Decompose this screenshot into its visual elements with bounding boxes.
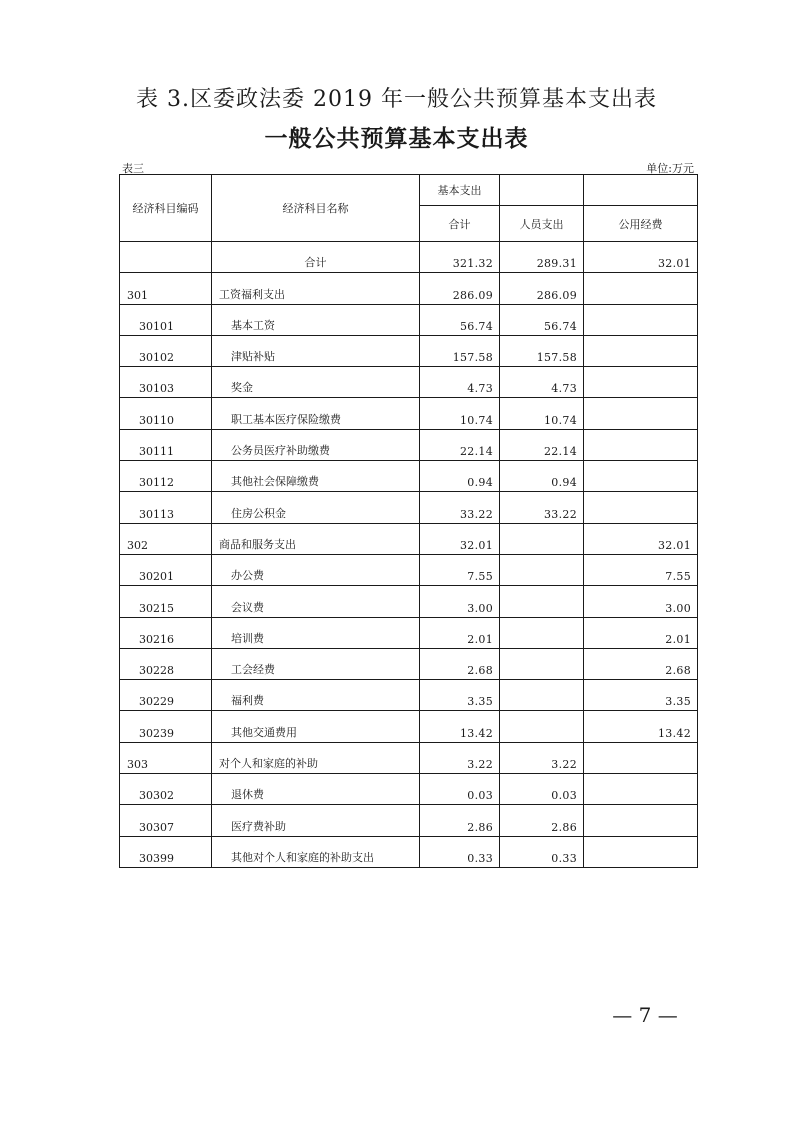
cell-code: 30112 [120,461,212,492]
table-row [120,273,698,304]
cell-code: 30111 [120,429,212,460]
cell-personnel: 2.86 [500,805,584,836]
cell-name: 工资福利支出 [212,273,420,304]
header-blank-2 [584,175,698,206]
cell-name: 对个人和家庭的补助 [212,742,420,773]
cell-public: 3.35 [584,680,698,711]
cell-total: 22.14 [420,429,500,460]
header-code: 经济科目编码 [120,175,212,242]
cell-personnel [500,617,584,648]
table-row [120,680,698,711]
cell-public [584,742,698,773]
cell-personnel [500,648,584,679]
cell-public [584,304,698,335]
cell-name: 办公费 [212,554,420,585]
cell-public [584,805,698,836]
cell-personnel: 0.94 [500,461,584,492]
header-name: 经济科目名称 [212,175,420,242]
cell-personnel [500,523,584,554]
cell-public: 13.42 [584,711,698,742]
table-row [120,429,698,460]
cell-public: 32.01 [584,523,698,554]
table-row [120,367,698,398]
unit-label: 单位:万元 [646,162,694,175]
cell-code: 30101 [120,304,212,335]
cell-public [584,273,698,304]
table-body [120,242,698,868]
cell-code: 30399 [120,836,212,867]
cell-code: 30201 [120,554,212,585]
cell-personnel: 286.09 [500,273,584,304]
cell-code: 30302 [120,774,212,805]
cell-public: 7.55 [584,554,698,585]
cell-name: 培训费 [212,617,420,648]
cell-total: 0.94 [420,461,500,492]
cell-public: 32.01 [584,242,698,273]
cell-code [120,242,212,273]
cell-total: 13.42 [420,711,500,742]
cell-name: 公务员医疗补助缴费 [212,429,420,460]
table-label: 表三 [122,162,144,175]
cell-total: 157.58 [420,335,500,366]
cell-personnel: 3.22 [500,742,584,773]
table-title: 一般公共预算基本支出表 [264,125,529,152]
cell-total: 33.22 [420,492,500,523]
cell-personnel [500,680,584,711]
cell-personnel: 22.14 [500,429,584,460]
cell-name: 其他社会保障缴费 [212,461,420,492]
cell-code: 30103 [120,367,212,398]
cell-name: 合计 [212,242,420,273]
header-basic: 基本支出 [420,175,500,206]
cell-personnel: 289.31 [500,242,584,273]
cell-total: 3.00 [420,586,500,617]
cell-code: 30215 [120,586,212,617]
cell-personnel: 4.73 [500,367,584,398]
cell-total: 10.74 [420,398,500,429]
cell-total: 3.22 [420,742,500,773]
cell-total: 0.33 [420,836,500,867]
cell-public [584,836,698,867]
cell-public [584,429,698,460]
table-row [120,805,698,836]
cell-code: 301 [120,273,212,304]
cell-public [584,492,698,523]
cell-name: 福利费 [212,680,420,711]
cell-total: 2.86 [420,805,500,836]
table-row [120,398,698,429]
table-row [120,523,698,554]
cell-code: 30110 [120,398,212,429]
cell-personnel: 56.74 [500,304,584,335]
cell-total: 321.32 [420,242,500,273]
cell-public [584,461,698,492]
cell-name: 商品和服务支出 [212,523,420,554]
cell-code: 30102 [120,335,212,366]
document-title: 表 3.区委政法委 2019 年一般公共预算基本支出表 [136,87,657,112]
table-row [120,304,698,335]
table-row [120,774,698,805]
cell-name: 退休费 [212,774,420,805]
table-row [120,617,698,648]
cell-personnel: 0.33 [500,836,584,867]
table-row [120,335,698,366]
cell-total: 32.01 [420,523,500,554]
cell-name: 会议费 [212,586,420,617]
cell-name: 医疗费补助 [212,805,420,836]
cell-name: 住房公积金 [212,492,420,523]
cell-code: 30307 [120,805,212,836]
table-row [120,242,698,273]
cell-personnel [500,554,584,585]
cell-name: 其他对个人和家庭的补助支出 [212,836,420,867]
cell-total: 56.74 [420,304,500,335]
cell-code: 30239 [120,711,212,742]
table-row [120,711,698,742]
cell-name: 其他交通费用 [212,711,420,742]
cell-public [584,335,698,366]
cell-name: 工会经费 [212,648,420,679]
cell-code: 30228 [120,648,212,679]
table-row [120,461,698,492]
cell-code: 30216 [120,617,212,648]
cell-public [584,774,698,805]
cell-total: 2.01 [420,617,500,648]
cell-personnel: 10.74 [500,398,584,429]
budget-table [119,174,698,868]
cell-personnel [500,711,584,742]
cell-public: 2.01 [584,617,698,648]
cell-total: 4.73 [420,367,500,398]
cell-total: 2.68 [420,648,500,679]
cell-personnel: 157.58 [500,335,584,366]
cell-public: 3.00 [584,586,698,617]
cell-name: 职工基本医疗保险缴费 [212,398,420,429]
cell-name: 奖金 [212,367,420,398]
header-total: 合计 [420,206,500,242]
table-row [120,836,698,867]
table-row [120,554,698,585]
cell-total: 3.35 [420,680,500,711]
header-personnel: 人员支出 [500,206,584,242]
cell-total: 286.09 [420,273,500,304]
cell-name: 基本工资 [212,304,420,335]
table-row [120,586,698,617]
table-row [120,648,698,679]
cell-public: 2.68 [584,648,698,679]
cell-personnel [500,586,584,617]
table-row [120,742,698,773]
header-blank-1 [500,175,584,206]
cell-code: 30229 [120,680,212,711]
cell-public [584,367,698,398]
cell-personnel: 33.22 [500,492,584,523]
cell-personnel: 0.03 [500,774,584,805]
cell-code: 303 [120,742,212,773]
page-number: — 7 — [612,1003,678,1027]
cell-code: 30113 [120,492,212,523]
cell-total: 0.03 [420,774,500,805]
cell-code: 302 [120,523,212,554]
cell-name: 津贴补贴 [212,335,420,366]
cell-total: 7.55 [420,554,500,585]
header-public: 公用经费 [584,206,698,242]
table-row [120,492,698,523]
cell-public [584,398,698,429]
